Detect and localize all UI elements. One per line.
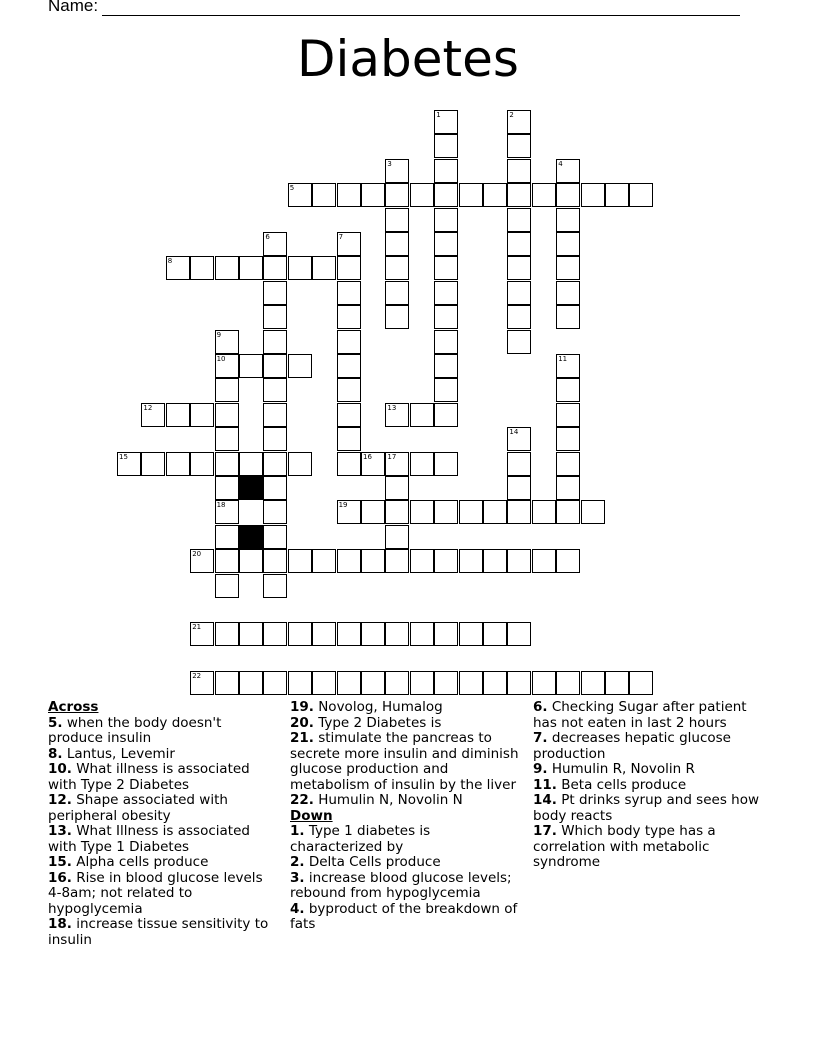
grid-cell[interactable]	[410, 622, 434, 646]
grid-cell[interactable]	[385, 500, 409, 524]
grid-cell[interactable]	[239, 256, 263, 280]
grid-cell[interactable]	[385, 159, 409, 183]
down-clue-list	[290, 824, 522, 933]
clue-text: increase blood glucose levels; rebound from hypoglycemia	[290, 869, 512, 901]
clues-column-1	[48, 700, 278, 948]
grid-cell[interactable]	[117, 452, 141, 476]
grid-cell[interactable]	[312, 183, 336, 207]
grid-cell[interactable]	[556, 427, 580, 451]
clue-number: 6	[265, 233, 270, 241]
grid-cell[interactable]	[532, 671, 556, 695]
grid-cell[interactable]	[190, 671, 214, 695]
grid-cell[interactable]	[459, 549, 483, 573]
clue-text: byproduct of the breakdown of fats	[290, 900, 518, 932]
grid-cell[interactable]	[166, 452, 190, 476]
grid-cell[interactable]	[434, 330, 458, 354]
clue	[48, 824, 278, 855]
page-title: Diabetes	[297, 30, 519, 88]
clue-text: Humulin N, Novolin N	[313, 792, 463, 808]
clue-text: stimulate the pancreas to secrete more insulin and diminish glucose production and metabolism of insulin by the liver	[290, 730, 519, 793]
grid-cell[interactable]	[288, 183, 312, 207]
grid-cell[interactable]	[507, 208, 531, 232]
clue	[48, 855, 278, 871]
grid-cell[interactable]	[215, 403, 239, 427]
clue	[290, 902, 522, 933]
clue-number: 10.	[48, 761, 72, 777]
grid-cell[interactable]	[507, 183, 531, 207]
grid-cell[interactable]	[532, 500, 556, 524]
grid-cell[interactable]	[581, 500, 605, 524]
clue-text: Type 2 Diabetes is	[313, 714, 442, 731]
across-clue-list	[48, 716, 278, 949]
grid-cell[interactable]	[215, 256, 239, 280]
grid-cell[interactable]	[263, 427, 287, 451]
clue-number: 22.	[290, 792, 314, 808]
grid-cell[interactable]	[556, 378, 580, 402]
grid-cell[interactable]	[434, 403, 458, 427]
clue-number: 10	[216, 355, 226, 363]
clue-number: 14.	[533, 792, 557, 808]
clue	[533, 762, 771, 778]
grid-cell[interactable]	[629, 183, 653, 207]
clue-number: 20	[192, 550, 202, 559]
grid-cell[interactable]	[507, 330, 531, 354]
grid-cell[interactable]	[337, 671, 361, 695]
clue-text: Beta cells produce	[556, 776, 687, 793]
clue-number: 1	[436, 111, 441, 119]
grid-cell[interactable]	[556, 671, 580, 695]
clue-number: 12	[143, 403, 153, 412]
grid-cell[interactable]	[263, 232, 287, 256]
black-cell	[239, 525, 263, 549]
grid-cell[interactable]	[532, 549, 556, 573]
clue-text: What illness is associated with Type 2 Diabetes	[48, 761, 250, 793]
grid-cell[interactable]	[507, 110, 531, 134]
grid-cell[interactable]	[605, 671, 629, 695]
grid-cell[interactable]	[434, 232, 458, 256]
clue-number: 18	[216, 501, 226, 510]
clue-text: when the body doesn't produce insulin	[48, 714, 222, 746]
clue-number: 22	[192, 672, 202, 681]
grid-cell[interactable]	[385, 622, 409, 646]
grid-cell[interactable]	[263, 549, 287, 573]
clue	[290, 824, 522, 855]
grid-cell[interactable]	[385, 208, 409, 232]
grid-cell[interactable]	[263, 378, 287, 402]
grid-cell[interactable]	[361, 671, 385, 695]
grid-cell[interactable]	[141, 452, 165, 476]
grid-cell[interactable]	[337, 403, 361, 427]
grid-cell[interactable]	[288, 452, 312, 476]
clue-number: 13.	[48, 823, 72, 839]
grid-cell[interactable]	[166, 403, 190, 427]
grid-cell[interactable]	[337, 256, 361, 280]
grid-cell[interactable]	[263, 525, 287, 549]
grid-cell[interactable]	[385, 183, 409, 207]
clue-number: 13	[387, 403, 397, 412]
grid-cell[interactable]	[385, 549, 409, 573]
clue	[290, 731, 522, 793]
clue	[290, 716, 522, 732]
clue-number: 17.	[533, 823, 557, 839]
grid-cell[interactable]	[556, 281, 580, 305]
clue-number: 4.	[290, 900, 305, 917]
clue-text: Type 1 diabetes is characterized by	[290, 823, 431, 855]
grid-cell[interactable]	[263, 476, 287, 500]
grid-cell[interactable]	[385, 281, 409, 305]
clue-text: decreases hepatic glucose production	[533, 730, 731, 762]
grid-cell[interactable]	[434, 159, 458, 183]
grid-cell[interactable]	[434, 549, 458, 573]
grid-cell[interactable]	[337, 305, 361, 329]
grid-cell[interactable]	[288, 256, 312, 280]
grid-cell[interactable]	[434, 378, 458, 402]
grid-cell[interactable]	[556, 549, 580, 573]
clue-text: increase tissue sensitivity to insulin	[48, 916, 269, 948]
grid-cell[interactable]	[507, 671, 531, 695]
grid-cell[interactable]	[410, 183, 434, 207]
grid-cell[interactable]	[507, 427, 531, 451]
grid-cell[interactable]	[263, 281, 287, 305]
grid-cell[interactable]	[556, 403, 580, 427]
grid-cell[interactable]	[434, 354, 458, 378]
grid-cell[interactable]	[507, 159, 531, 183]
grid-cell[interactable]	[385, 256, 409, 280]
grid-cell[interactable]	[190, 549, 214, 573]
across-header: Across	[48, 699, 99, 715]
clue-text: Checking Sugar after patient has not eaten in last 2 hours	[533, 699, 747, 731]
clue-text: Novolog, Humalog	[313, 699, 443, 715]
clue-number: 21	[192, 623, 202, 632]
grid-cell[interactable]	[556, 305, 580, 329]
grid-cell[interactable]	[434, 134, 458, 158]
down-header: Down	[290, 807, 333, 824]
grid-cell[interactable]	[434, 110, 458, 134]
grid-cell[interactable]	[459, 671, 483, 695]
grid-cell[interactable]	[556, 354, 580, 378]
grid-cell[interactable]	[288, 671, 312, 695]
grid-cell[interactable]	[337, 452, 361, 476]
grid-cell[interactable]	[312, 256, 336, 280]
grid-cell[interactable]	[434, 500, 458, 524]
clue-text: What Illness is associated with Type 1 Diabetes	[48, 823, 250, 855]
grid-cell[interactable]	[337, 232, 361, 256]
clues-column-3	[533, 700, 771, 871]
grid-cell[interactable]	[532, 183, 556, 207]
grid-cell[interactable]	[507, 452, 531, 476]
clue-text: Pt drinks syrup and sees how body reacts	[533, 792, 760, 824]
clue-number: 16	[363, 452, 372, 461]
clue-number: 2	[509, 111, 514, 119]
clue-number: 1.	[290, 823, 305, 839]
grid-cell[interactable]	[215, 671, 239, 695]
grid-cell[interactable]	[263, 354, 287, 378]
grid-cell[interactable]	[263, 452, 287, 476]
clue-number: 20.	[290, 714, 314, 731]
clue-number: 15	[119, 452, 128, 461]
grid-cell[interactable]	[434, 183, 458, 207]
clue	[48, 793, 278, 824]
grid-cell[interactable]	[434, 208, 458, 232]
grid-cell[interactable]	[410, 671, 434, 695]
grid-cell[interactable]	[288, 622, 312, 646]
grid-cell[interactable]	[239, 671, 263, 695]
grid-cell[interactable]	[337, 183, 361, 207]
grid-cell[interactable]	[385, 232, 409, 256]
grid-cell[interactable]	[263, 305, 287, 329]
grid-cell[interactable]	[556, 208, 580, 232]
grid-cell[interactable]	[434, 305, 458, 329]
clue-number: 14	[509, 428, 519, 437]
clue-number: 7.	[533, 730, 548, 746]
grid-cell[interactable]	[385, 305, 409, 329]
clue-text: Lantus, Levemir	[62, 745, 175, 762]
grid-cell[interactable]	[337, 427, 361, 451]
clue	[290, 871, 522, 902]
grid-cell[interactable]	[263, 671, 287, 695]
clue-text: Which body type has a correlation with metabolic syndrome	[533, 823, 716, 870]
grid-cell[interactable]	[434, 622, 458, 646]
clue	[290, 793, 522, 809]
grid-cell[interactable]	[483, 671, 507, 695]
black-cell	[239, 476, 263, 500]
grid-cell[interactable]	[337, 354, 361, 378]
clue-number: 6.	[533, 699, 548, 715]
grid-cell[interactable]	[215, 500, 239, 524]
clue-number: 9.	[533, 761, 548, 777]
clue-number: 15.	[48, 854, 72, 870]
grid-cell[interactable]	[215, 330, 239, 354]
clue	[533, 700, 771, 731]
grid-cell[interactable]	[239, 452, 263, 476]
grid-cell[interactable]	[581, 671, 605, 695]
grid-cell[interactable]	[385, 525, 409, 549]
clue	[48, 747, 278, 763]
grid-cell[interactable]	[507, 232, 531, 256]
grid-cell[interactable]	[556, 452, 580, 476]
grid-cell[interactable]	[239, 549, 263, 573]
grid-cell[interactable]	[337, 500, 361, 524]
clue-number: 8.	[48, 745, 63, 762]
grid-cell[interactable]	[385, 452, 409, 476]
grid-cell[interactable]	[507, 305, 531, 329]
grid-cell[interactable]	[507, 476, 531, 500]
grid-cell[interactable]	[215, 549, 239, 573]
clue-text: Humulin R, Novolin R	[547, 761, 695, 777]
grid-cell[interactable]	[215, 622, 239, 646]
grid-cell[interactable]	[361, 500, 385, 524]
clue-text: Shape associated with peripheral obesity	[48, 792, 228, 824]
clue-number: 8	[167, 257, 173, 266]
clue-number: 3.	[290, 869, 305, 886]
grid-cell[interactable]	[263, 500, 287, 524]
grid-cell[interactable]	[459, 622, 483, 646]
grid-cell[interactable]	[385, 476, 409, 500]
clue	[48, 716, 278, 747]
grid-cell[interactable]	[263, 574, 287, 598]
grid-cell[interactable]	[556, 256, 580, 280]
clue-number: 19	[338, 501, 348, 510]
grid-cell[interactable]	[434, 281, 458, 305]
grid-cell[interactable]	[263, 622, 287, 646]
clue-number: 16.	[48, 869, 72, 886]
grid-cell[interactable]	[141, 403, 165, 427]
grid-cell[interactable]	[215, 476, 239, 500]
grid-cell[interactable]	[605, 183, 629, 207]
grid-cell[interactable]	[483, 549, 507, 573]
clue-number: 7	[338, 233, 344, 241]
grid-cell[interactable]	[507, 281, 531, 305]
clue-number: 17	[387, 452, 397, 461]
grid-cell[interactable]	[239, 622, 263, 646]
clue	[48, 917, 278, 948]
grid-cell[interactable]	[483, 183, 507, 207]
clue-text: Delta Cells produce	[304, 854, 441, 870]
grid-cell[interactable]	[215, 427, 239, 451]
grid-cell[interactable]	[337, 330, 361, 354]
grid-cell[interactable]	[507, 256, 531, 280]
grid-cell[interactable]	[190, 622, 214, 646]
grid-cell[interactable]	[434, 452, 458, 476]
grid-cell[interactable]	[337, 549, 361, 573]
grid-cell[interactable]	[215, 525, 239, 549]
clues-column-2	[290, 700, 522, 933]
grid-cell[interactable]	[483, 500, 507, 524]
grid-cell[interactable]	[337, 281, 361, 305]
clue-number: 4	[558, 159, 563, 168]
grid-cell[interactable]	[361, 452, 385, 476]
grid-cell[interactable]	[507, 134, 531, 158]
grid-cell[interactable]	[190, 403, 214, 427]
clue-number: 5	[289, 184, 295, 193]
grid-cell[interactable]	[434, 256, 458, 280]
grid-cell[interactable]	[215, 574, 239, 598]
clue	[533, 731, 771, 762]
across-clue-list-cont	[290, 700, 522, 809]
clue-number: 12.	[48, 792, 72, 808]
grid-cell[interactable]	[239, 354, 263, 378]
grid-cell[interactable]	[507, 622, 531, 646]
clue	[290, 700, 522, 716]
grid-cell[interactable]	[190, 256, 214, 280]
grid-cell[interactable]	[263, 256, 287, 280]
grid-cell[interactable]	[263, 403, 287, 427]
grid-cell[interactable]	[581, 183, 605, 207]
grid-cell[interactable]	[410, 452, 434, 476]
grid-cell[interactable]	[312, 549, 336, 573]
grid-cell[interactable]	[337, 378, 361, 402]
clue-text: Alpha cells produce	[71, 854, 209, 870]
clue	[533, 824, 771, 871]
clue	[48, 762, 278, 793]
name-label: Name:	[48, 0, 99, 15]
grid-cell[interactable]	[215, 378, 239, 402]
grid-cell[interactable]	[361, 622, 385, 646]
grid-cell[interactable]	[507, 500, 531, 524]
clue-number: 11	[558, 355, 568, 363]
clue-number: 18.	[48, 916, 72, 932]
clue-number: 2.	[290, 854, 305, 870]
grid-cell[interactable]	[263, 330, 287, 354]
clue	[533, 778, 771, 794]
grid-cell[interactable]	[312, 622, 336, 646]
clue	[48, 871, 278, 918]
grid-cell[interactable]	[556, 500, 580, 524]
grid-cell[interactable]	[556, 232, 580, 256]
grid-cell[interactable]	[215, 452, 239, 476]
clue	[533, 793, 771, 824]
grid-cell[interactable]	[288, 549, 312, 573]
grid-cell[interactable]	[361, 183, 385, 207]
clue-number: 5.	[48, 714, 63, 731]
grid-cell[interactable]	[459, 183, 483, 207]
clue	[290, 855, 522, 871]
grid-cell[interactable]	[507, 549, 531, 573]
clue-number: 9	[216, 330, 222, 339]
down-clue-list-cont	[533, 700, 771, 871]
grid-cell[interactable]	[483, 622, 507, 646]
grid-cell[interactable]	[288, 354, 312, 378]
grid-cell[interactable]	[629, 671, 653, 695]
grid-cell[interactable]	[556, 183, 580, 207]
grid-cell[interactable]	[385, 671, 409, 695]
grid-cell[interactable]	[410, 403, 434, 427]
clue-number: 21.	[290, 730, 314, 746]
clue-number: 11.	[533, 776, 557, 793]
grid-cell[interactable]	[337, 622, 361, 646]
clue-number: 3	[387, 159, 392, 168]
grid-cell[interactable]	[166, 256, 190, 280]
grid-cell[interactable]	[385, 403, 409, 427]
clue-text: Rise in blood glucose levels 4-8am; not related to hypoglycemia	[48, 869, 263, 917]
grid-cell[interactable]	[410, 549, 434, 573]
grid-cell[interactable]	[215, 354, 239, 378]
grid-cell[interactable]	[361, 549, 385, 573]
clue-number: 19.	[290, 699, 314, 715]
grid-cell[interactable]	[459, 500, 483, 524]
grid-cell[interactable]	[556, 159, 580, 183]
grid-cell[interactable]	[410, 500, 434, 524]
grid-cell[interactable]	[434, 671, 458, 695]
grid-cell[interactable]	[190, 452, 214, 476]
grid-cell[interactable]	[556, 476, 580, 500]
grid-cell[interactable]	[312, 671, 336, 695]
